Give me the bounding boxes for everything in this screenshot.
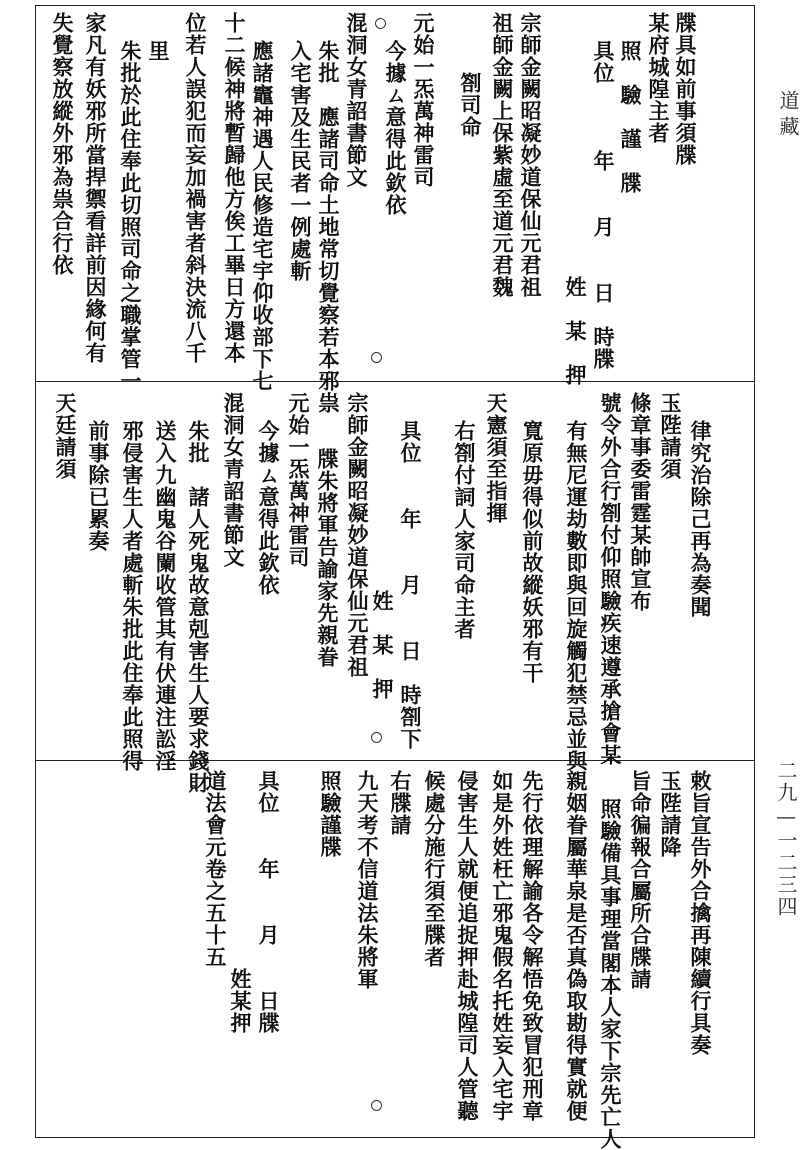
text-column: 有無尼運劫數即與回旋觸犯禁忌並與 [564,420,589,772]
text-column: 朱批 諸人死鬼故意剋害生人要求錢財 [186,420,211,794]
text-column: 某府城隍主者 [646,12,671,144]
text-column: 送入九幽鬼谷闌收管其有伏連注訟淫 [153,420,178,772]
text-column: 牒朱將軍告諭家先親眷 [315,448,340,668]
text-column: 前事除已累奏 [86,420,111,552]
text-column: 九天考不信道法朱將軍 [355,770,380,990]
text-column: 具位 年 月 日 時劄下 [398,420,423,750]
text-column: 混洞女青詔書節文 [221,392,246,568]
text-column: 天廷請須 [53,392,78,480]
book-title: 道藏 [776,90,800,142]
panel-divider [35,381,755,382]
text-column: 玉陛請降 [658,770,683,858]
text-column: 旨命徧報合屬所合牒請 [628,770,653,990]
text-column: 入宅害及生民者一例處斬 [288,40,313,282]
text-column: 家凡有妖邪所當捍禦看詳前因緣何有 [83,12,108,364]
text-column: 照 驗 謹 牒 [618,40,643,194]
circle-mark [371,352,382,363]
text-column: 姓 某 押 [370,392,395,700]
circle-mark [375,18,386,29]
text-column: 邪侵害生人者處斬朱批此住奉此照得 [120,420,145,772]
text-column: 里 [146,40,171,62]
text-column: 宗師金闕昭凝妙道保仙元君祖 [345,392,370,678]
text-column: 律究治除己再為奏聞 [688,420,713,618]
text-column: 位若人誤犯而妄加禍害者斜決流八千 [183,12,208,364]
text-column: 元始一炁萬神雷司 [286,392,311,568]
text-column: 今據ㄙ意得此欽依 [383,40,408,216]
text-column: 侵害生人就便追捉押赴城隍司人管聽 [455,770,480,1122]
text-column: 牒具如前事須牒 [673,12,698,166]
text-column: 具位 年 月 日牒 [256,770,281,1034]
text-column: 右牒請 [388,770,413,836]
text-column: 元始一炁萬神雷司 [411,12,436,188]
circle-mark [371,732,382,743]
page-number: 二九—一二三四 [774,760,798,918]
text-column: 朱批於此住奉此切照司命之職掌管一 [118,40,143,392]
text-column: 候處分施行須至牒者 [422,770,447,968]
text-column: 右劄付詞人家司命主者 [452,420,477,640]
text-column: 今據ㄙ意得此欽依 [256,420,281,596]
text-column: 如是外姓枉亡邪鬼假名托姓妄入宅宇 [490,770,515,1122]
text-column: 宗師金闕昭凝妙道保仙元君祖 [518,12,543,298]
text-column: 條章事委雷霆某帥宣布 [628,392,653,612]
text-column: 號令外合行劄付仰照驗疾速遵承搶會某 [598,392,623,766]
text-column: 先行依理解諭各令解悟免致冒犯刑章 [520,770,545,1122]
text-column: 混洞女青詔書節文 [344,12,369,188]
text-column: 祖師金闕上保紫虛至道元君魏 [490,12,515,298]
text-panel-lower [38,770,750,1150]
text-column: 應諸竈神遇人民修造宅宇仰收部下七 [250,40,275,392]
text-column: 天憲須至指揮 [484,392,509,524]
text-column: 道法會元卷之五十五 [203,770,228,968]
text-column: 姓 某 押 [563,12,588,386]
text-column: 劄司命 [458,72,483,138]
text-column: 玉陛請須 [658,392,683,480]
circle-mark [371,1100,382,1111]
text-panel-upper [38,12,750,414]
text-column: 具位 年 月 日 時牒 [591,40,616,370]
text-column: 敕旨宣告外合擒再陳續行具奏 [688,770,713,1056]
text-panel-middle [38,392,750,794]
text-column: 姓某押 [228,770,253,1034]
text-column: 朱批 應諸司命土地常切覺察若本邪祟 [316,40,341,414]
text-column: 寬原毋得似前故縱妖邪有干 [520,420,545,684]
text-column: 照驗謹牒 [318,770,343,858]
text-column: 失覺察放縱外邪為祟合行依 [50,12,75,276]
text-column: 十二候神將暫歸他方俟工畢日方還本 [222,12,247,364]
text-column: 親姻眷屬華泉是否真偽取勘得實就便 [564,770,589,1122]
text-column: 照驗備具事理當閣本人家下宗先亡人 [598,798,623,1150]
